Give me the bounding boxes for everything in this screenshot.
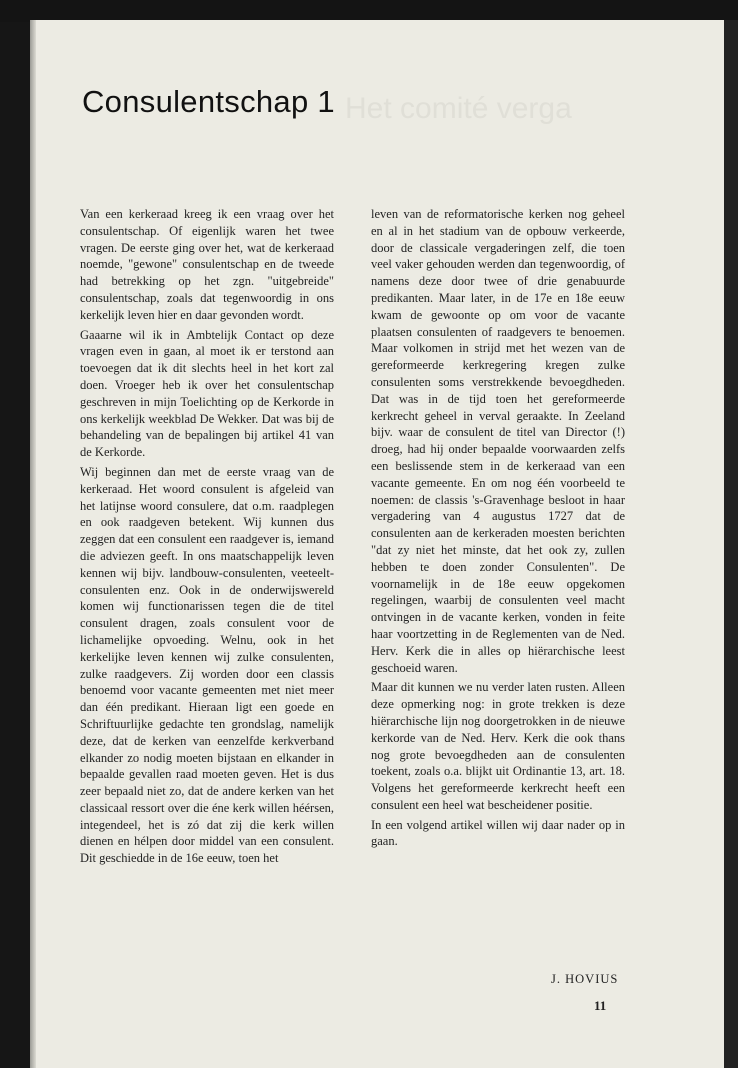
paragraph: Gaaarne wil ik in Ambtelijk Contact op deze vragen even in gaan, al moet ik er terstond aan toevoegen dat ik dit slechts heel in het kort zal doen. Vroeger heb ik over het consulentschap geschreven in mijn Toelichting op de Kerkorde in ons kerkelijk weekblad De Wekker. Dat was bij de behandeling van de bepalingen bij artikel 41 van de Kerkorde.: [80, 327, 334, 460]
page-number: 11: [594, 998, 607, 1013]
author-signature: J. HOVIUS: [551, 972, 619, 986]
left-column: [80, 206, 334, 870]
scan-right-border: [724, 20, 738, 1068]
article-title: Consulentschap 1: [82, 84, 335, 119]
paragraph: Wij beginnen dan met de eerste vraag van de kerkeraad. Het woord consulent is afgeleid van het latijnse woord consulere, dat o.m. raadplegen en ook raadgeven betekent. Wij kunnen dus zeggen dat een consulent een raadgever is, iemand die adviezen geeft. In ons maatschappelijk leven kennen wij bijv. landbouw-consulenten, veeteelt-consulenten enz. Ook in de onderwijswereld komen wij functionarissen tegen die de titel consulent dragen, zoals consulent voor de lichamelijke opvoeding. Welnu, ook in het kerkelijke leven kennen wij zulke consulenten, zulke raadgevers. Zij worden door een classis benoemd voor vacante gemeenten met niet meer dan één predikant. Hieraan ligt een goede en Schriftuurlijke gedachte ten grondslag, namelijk deze, dat de kerken van eenzelfde kerkverband elkander zo nodig moeten bijstaan en elkander in bepaalde gevallen raad moeten geven. Het is dus zeer bepaald niet zo, dat de andere kerken van het classicaal ressort over die éne kerk willen héérsen, integendeel, het is zó dat zij die kerk willen dienen en hélpen door middel van een consulent. Dit geschiedde in de 16e eeuw, toen het: [80, 464, 334, 866]
show-through-text: Het comité verga: [345, 92, 572, 125]
paragraph: In een volgend artikel willen wij daar nader op in gaan.: [371, 817, 625, 849]
right-column: [371, 206, 625, 853]
paragraph: Van een kerkeraad kreeg ik een vraag over het consulentschap. Of eigenlijk waren het twee vragen. De eerste ging over het, wat de kerkeraad noemde, "gewone" consulentschap en de tweede had betrekking op het zgn. "uitgebreide" consulentschap, zoals dat tegenwoordig in ons kerkelijk leven hier en daar gevonden wordt.: [80, 207, 334, 322]
paragraph: Maar dit kunnen we nu verder laten rusten. Alleen deze opmerking nog: in grote trekken is deze hiërarchische lijn nog doorgetrokken in de nieuwe kerkorde van de Ned. Herv. Kerk die ook thans nog grote bevoegdheden aan de consulenten toekent, zoals o.a. blijkt uit Ordinantie 13, art. 18. Volgens het gereformeerde kerkrecht heeft een consulent een heel wat bescheidener positie.: [371, 680, 625, 812]
page-binding-shadow: [30, 20, 36, 1068]
paragraph: leven van de reformatorische kerken nog geheel en al in het stadium van de opbouw verkeerde, door de classicale vergaderingen zelf, die toen veel vaker gehouden werden dan tegenwoordig, of namens deze door twee of drie genabuurde predikanten. Maar later, in de 17e en 18e eeuw kwam de gewoonte op om voor de vacante plaatsen consulenten of raadgevers te benoemen. Maar volkomen in strijd met het wezen van de gereformeerde kerkregering kregen zulke consulenten soms verstrekkende bevoegdheden. Dat was in de tijd toen het gereformeerde kerkrecht geheel in verval geraakte. In Zeeland bijv. waar de consulent de titel van Director (!) droeg, had hij onder bepaalde voorwaarden zelfs een beslissende stem in de kerkeraad van een vacante gemeente. En om nog één voorbeeld te noemen: de classis 's-Gravenhage besloot in haar vergadering van 4 augustus 1727 dat de consulenten aan de kerkeraden moesten berichten "dat zy niet het minste, dat het ook zy, zullen hebben te doen zonder Consulenten". De voornamelijk in de 18e eeuw opgekomen regelingen, waarbij de consulenten veel macht ontvingen in de vacante kerken, vonden in feite haar voortzetting in de Reglementen van de Ned. Herv. Kerk die in alles op hiërarchische leest geschoeid waren.: [371, 207, 625, 675]
scan-top-border: [0, 0, 738, 22]
